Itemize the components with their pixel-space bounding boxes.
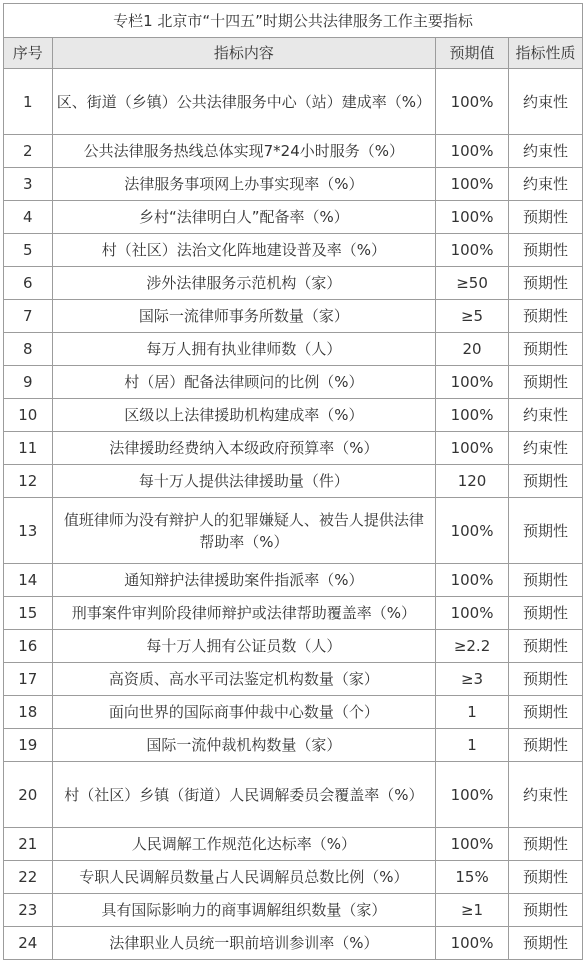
row-value: 100% (436, 234, 509, 267)
row-index: 2 (4, 135, 53, 168)
row-nature: 约束性 (508, 399, 582, 432)
row-content: 法律服务事项网上办事实现率（%） (52, 168, 436, 201)
row-content: 法律援助经费纳入本级政府预算率（%） (52, 432, 436, 465)
row-index: 1 (4, 69, 53, 135)
row-content: 刑事案件审判阶段律师辩护或法律帮助覆盖率（%） (52, 597, 436, 630)
row-value: 120 (436, 465, 509, 498)
header-value: 预期值 (436, 38, 509, 69)
row-index: 6 (4, 267, 53, 300)
row-value: ≥3 (436, 663, 509, 696)
table-row (4, 927, 583, 960)
table-row (4, 498, 583, 564)
row-content: 涉外法律服务示范机构（家） (52, 267, 436, 300)
table-row (4, 300, 583, 333)
row-index: 15 (4, 597, 53, 630)
row-nature: 约束性 (508, 135, 582, 168)
indicator-table (3, 3, 583, 960)
row-content: 村（社区）乡镇（街道）人民调解委员会覆盖率（%） (52, 762, 436, 828)
table-row (4, 729, 583, 762)
row-index: 7 (4, 300, 53, 333)
table-row (4, 168, 583, 201)
row-nature: 预期性 (508, 696, 582, 729)
row-index: 8 (4, 333, 53, 366)
row-index: 12 (4, 465, 53, 498)
row-index: 11 (4, 432, 53, 465)
row-index: 14 (4, 564, 53, 597)
row-content: 每十万人拥有公证员数（人） (52, 630, 436, 663)
row-value: ≥5 (436, 300, 509, 333)
row-nature: 预期性 (508, 201, 582, 234)
header-nature: 指标性质 (508, 38, 582, 69)
row-value: 100% (436, 201, 509, 234)
row-value: 100% (436, 135, 509, 168)
table-row (4, 135, 583, 168)
row-index: 10 (4, 399, 53, 432)
table-row (4, 366, 583, 399)
row-index: 19 (4, 729, 53, 762)
table-row (4, 630, 583, 663)
row-index: 9 (4, 366, 53, 399)
row-content: 每十万人提供法律援助量（件） (52, 465, 436, 498)
table-row (4, 333, 583, 366)
table-row (4, 828, 583, 861)
row-value: 100% (436, 828, 509, 861)
row-content: 通知辩护法律援助案件指派率（%） (52, 564, 436, 597)
row-content: 法律职业人员统一职前培训参训率（%） (52, 927, 436, 960)
table-row (4, 399, 583, 432)
row-content: 人民调解工作规范化达标率（%） (52, 828, 436, 861)
row-value: 100% (436, 168, 509, 201)
row-content: 公共法律服务热线总体实现7*24小时服务（%） (52, 135, 436, 168)
row-content: 村（居）配备法律顾问的比例（%） (52, 366, 436, 399)
row-value: 100% (436, 432, 509, 465)
row-nature: 预期性 (508, 498, 582, 564)
row-nature: 预期性 (508, 894, 582, 927)
row-nature: 预期性 (508, 300, 582, 333)
table-header-row (4, 38, 583, 69)
row-content: 每万人拥有执业律师数（人） (52, 333, 436, 366)
row-value: 100% (436, 927, 509, 960)
table-row (4, 696, 583, 729)
table-row (4, 234, 583, 267)
row-value: ≥2.2 (436, 630, 509, 663)
row-value: 100% (436, 564, 509, 597)
row-value: 100% (436, 762, 509, 828)
row-value: ≥50 (436, 267, 509, 300)
row-content: 值班律师为没有辩护人的犯罪嫌疑人、被告人提供法律帮助率（%） (52, 498, 436, 564)
row-content: 面向世界的国际商事仲裁中心数量（个） (52, 696, 436, 729)
row-nature: 预期性 (508, 663, 582, 696)
row-nature: 预期性 (508, 234, 582, 267)
row-nature: 预期性 (508, 597, 582, 630)
indicator-table-container (3, 3, 583, 960)
row-nature: 预期性 (508, 366, 582, 399)
row-index: 3 (4, 168, 53, 201)
table-row (4, 861, 583, 894)
row-nature: 约束性 (508, 432, 582, 465)
row-nature: 约束性 (508, 762, 582, 828)
row-content: 区级以上法律援助机构建成率（%） (52, 399, 436, 432)
row-nature: 约束性 (508, 69, 582, 135)
table-row (4, 564, 583, 597)
row-nature: 预期性 (508, 927, 582, 960)
table-row (4, 663, 583, 696)
table-row (4, 465, 583, 498)
header-content: 指标内容 (52, 38, 436, 69)
row-index: 17 (4, 663, 53, 696)
row-content: 村（社区）法治文化阵地建设普及率（%） (52, 234, 436, 267)
row-value: 15% (436, 861, 509, 894)
row-index: 13 (4, 498, 53, 564)
row-value: ≥1 (436, 894, 509, 927)
row-nature: 预期性 (508, 861, 582, 894)
table-row (4, 894, 583, 927)
row-index: 20 (4, 762, 53, 828)
row-nature: 预期性 (508, 267, 582, 300)
row-index: 16 (4, 630, 53, 663)
row-index: 21 (4, 828, 53, 861)
table-row (4, 432, 583, 465)
row-value: 100% (436, 399, 509, 432)
row-content: 国际一流律师事务所数量（家） (52, 300, 436, 333)
table-row (4, 597, 583, 630)
row-value: 20 (436, 333, 509, 366)
table-row (4, 201, 583, 234)
row-index: 5 (4, 234, 53, 267)
table-title: 专栏1 北京市“十四五”时期公共法律服务工作主要指标 (4, 4, 583, 38)
row-nature: 预期性 (508, 333, 582, 366)
row-nature: 预期性 (508, 630, 582, 663)
row-index: 18 (4, 696, 53, 729)
header-index: 序号 (4, 38, 53, 69)
row-nature: 预期性 (508, 465, 582, 498)
row-index: 22 (4, 861, 53, 894)
table-row (4, 69, 583, 135)
row-value: 100% (436, 597, 509, 630)
row-content: 国际一流仲裁机构数量（家） (52, 729, 436, 762)
row-value: 1 (436, 696, 509, 729)
row-value: 100% (436, 69, 509, 135)
row-nature: 预期性 (508, 729, 582, 762)
table-row (4, 762, 583, 828)
row-content: 专职人民调解员数量占人民调解员总数比例（%） (52, 861, 436, 894)
row-nature: 预期性 (508, 828, 582, 861)
row-index: 24 (4, 927, 53, 960)
row-value: 100% (436, 498, 509, 564)
row-content: 高资质、高水平司法鉴定机构数量（家） (52, 663, 436, 696)
row-index: 23 (4, 894, 53, 927)
row-content: 乡村“法律明白人”配备率（%） (52, 201, 436, 234)
table-row (4, 267, 583, 300)
row-nature: 预期性 (508, 564, 582, 597)
row-value: 100% (436, 366, 509, 399)
row-nature: 约束性 (508, 168, 582, 201)
row-index: 4 (4, 201, 53, 234)
row-content: 具有国际影响力的商事调解组织数量（家） (52, 894, 436, 927)
row-content: 区、街道（乡镇）公共法律服务中心（站）建成率（%） (52, 69, 436, 135)
row-value: 1 (436, 729, 509, 762)
